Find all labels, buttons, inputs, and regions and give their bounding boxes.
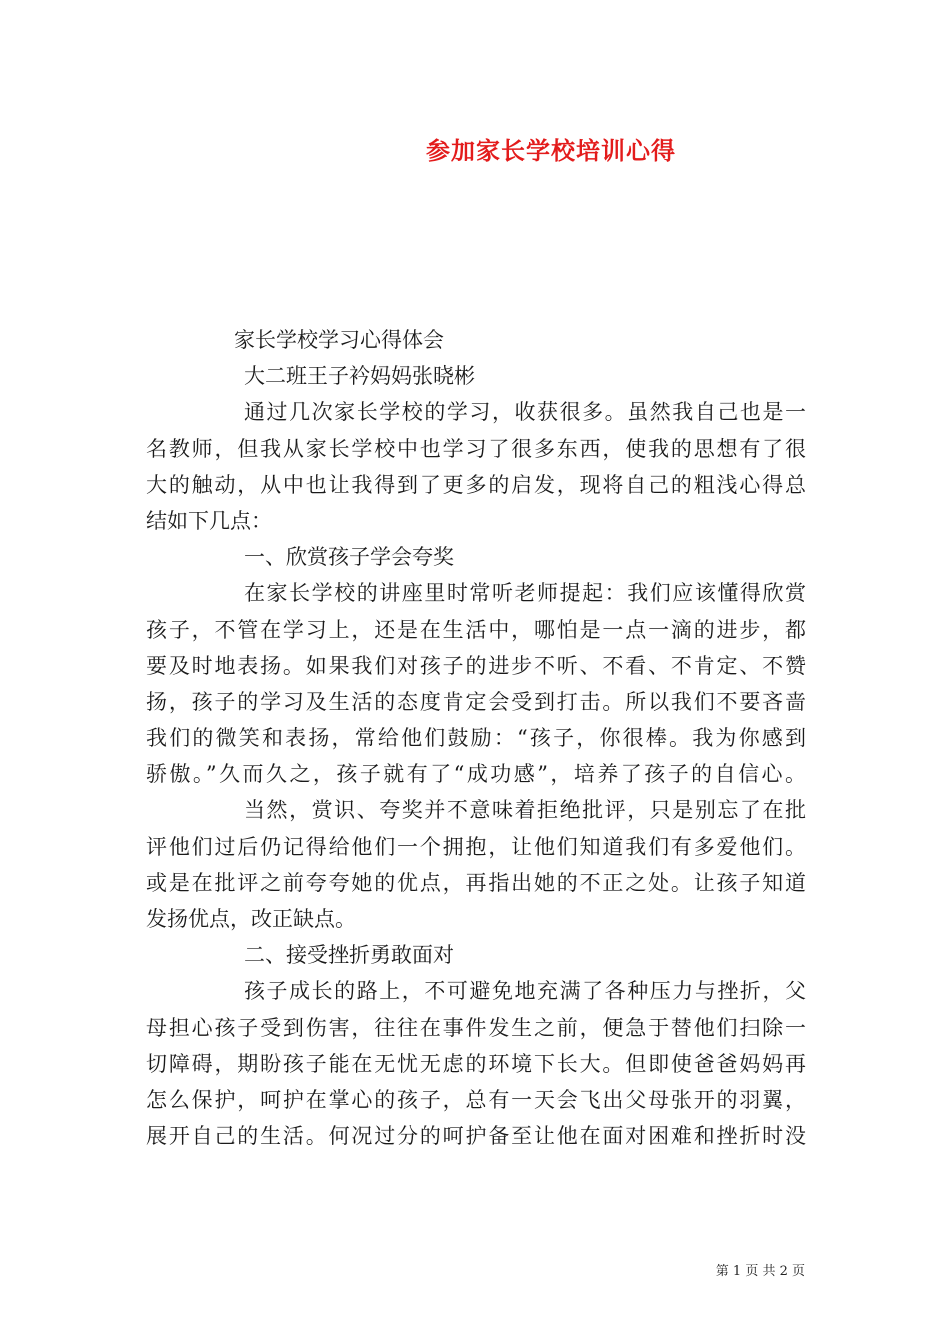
body-line: 孩子，不管在学习上，还是在生活中，哪怕是一点一滴的进步，都 (146, 617, 806, 642)
body-line: 骄傲。”久而久之，孩子就有了“成功感”，培养了孩子的自信心。 (146, 762, 806, 787)
body-line: 母担心孩子受到伤害，往往在事件发生之前，便急于替他们扫除一 (146, 1015, 806, 1040)
body-line: 孩子成长的路上，不可避免地充满了各种压力与挫折，父 (244, 979, 806, 1004)
body-line: 一、欣赏孩子学会夸奖 (244, 545, 454, 570)
body-line: 或是在批评之前夸夸她的优点，再指出她的不正之处。让孩子知道 (146, 870, 806, 895)
document-title: 参加家长学校培训心得 (426, 136, 676, 165)
document-body (146, 322, 806, 1154)
body-line: 家长学校学习心得体会 (234, 328, 444, 352)
body-line: 评他们过后仍记得给他们一个拥抱，让他们知道我们有多爱他们。 (146, 834, 806, 859)
body-line: 怎么保护，呵护在掌心的孩子，总有一天会飞出父母张开的羽翼， (146, 1087, 806, 1112)
body-line: 扬，孩子的学习及生活的态度肯定会受到打击。所以我们不要吝啬 (146, 689, 806, 714)
body-line: 我们的微笑和表扬，常给他们鼓励：“孩子，你很棒。我为你感到 (146, 726, 806, 751)
body-line: 展开自己的生活。何况过分的呵护备至让他在面对困难和挫折时没 (146, 1124, 806, 1149)
body-line: 名教师，但我从家长学校中也学习了很多东西，使我的思想有了很 (146, 436, 806, 461)
body-line: 二、接受挫折勇敢面对 (244, 943, 454, 968)
body-line: 切障碍，期盼孩子能在无忧无虑的环境下长大。但即使爸爸妈妈再 (146, 1051, 806, 1076)
body-line: 当然，赏识、夸奖并不意味着拒绝批评，只是别忘了在批 (244, 798, 806, 823)
body-line: 大的触动，从中也让我得到了更多的启发，现将自己的粗浅心得总 (146, 472, 806, 497)
body-line: 通过几次家长学校的学习，收获很多。虽然我自己也是一 (244, 400, 806, 425)
body-line: 在家长学校的讲座里时常听老师提起：我们应该懂得欣赏 (244, 581, 806, 606)
body-line: 发扬优点，改正缺点。 (146, 907, 356, 931)
body-line: 结如下几点： (146, 508, 272, 533)
body-line: 要及时地表扬。如果我们对孩子的进步不听、不看、不肯定、不赞 (146, 653, 806, 678)
body-line: 大二班王子衿妈妈张晓彬 (244, 364, 475, 389)
page-footer: 第 1 页 共 2 页 (715, 1264, 805, 1279)
